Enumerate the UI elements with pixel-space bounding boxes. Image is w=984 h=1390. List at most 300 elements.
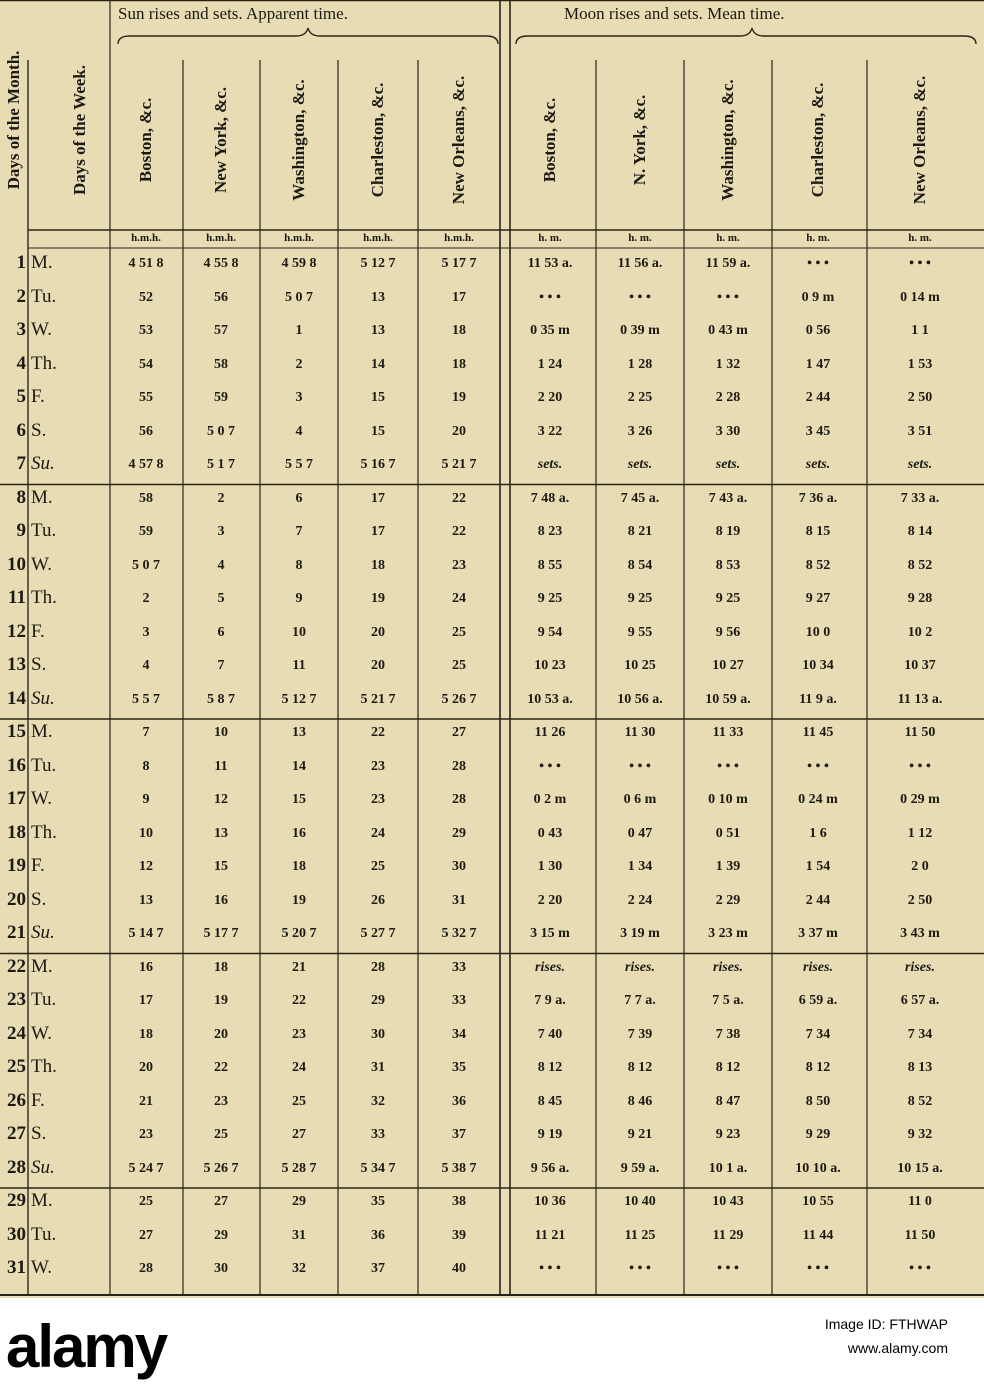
sun-time-cell: 23 bbox=[371, 758, 385, 774]
sun-time-cell: 31 bbox=[292, 1227, 306, 1243]
moon-time-cell: • • • bbox=[717, 758, 739, 774]
day-of-week: Tu. bbox=[31, 754, 57, 776]
days-of-month-heading: Days of the Month. bbox=[4, 50, 23, 190]
moon-time-cell: 2 24 bbox=[627, 892, 653, 908]
moon-time-cell: 1 53 bbox=[907, 356, 933, 372]
sun-unit-label: h.m.h. bbox=[363, 232, 393, 244]
sun-time-cell: 25 bbox=[452, 658, 466, 673]
moon-time-cell: 11 59 a. bbox=[705, 256, 751, 271]
moon-time-cell: 11 44 bbox=[802, 1227, 834, 1243]
sun-time-cell: 56 bbox=[214, 289, 228, 305]
day-of-month: 2 bbox=[16, 285, 26, 307]
moon-group-heading: Moon rises and sets. Mean time. bbox=[564, 4, 785, 23]
moon-time-cell: 11 25 bbox=[624, 1227, 656, 1243]
moon-time-cell: rises. bbox=[625, 959, 655, 975]
moon-time-cell: 7 39 bbox=[627, 1026, 653, 1042]
sun-time-cell: 27 bbox=[139, 1227, 153, 1243]
moon-time-cell: 9 55 bbox=[627, 624, 653, 640]
day-of-month: 18 bbox=[7, 821, 26, 843]
sun-time-cell: 3 bbox=[217, 524, 225, 539]
day-of-month: 23 bbox=[7, 989, 26, 1010]
sun-time-cell: 24 bbox=[452, 591, 466, 606]
day-of-month: 30 bbox=[7, 1223, 26, 1245]
moon-time-cell: • • • bbox=[629, 758, 651, 774]
sun-time-cell: 31 bbox=[371, 1060, 385, 1075]
day-of-month: 9 bbox=[16, 520, 26, 541]
moon-time-cell: 1 12 bbox=[907, 825, 933, 841]
moon-time-cell: 3 23 m bbox=[708, 926, 748, 941]
moon-time-cell: 11 50 bbox=[904, 1227, 936, 1243]
sun-time-cell: 14 bbox=[371, 356, 385, 372]
day-of-week: Su. bbox=[31, 1156, 55, 1178]
sun-time-cell: 2 bbox=[295, 356, 303, 372]
moon-time-cell: 0 2 m bbox=[533, 792, 567, 807]
day-of-month: 26 bbox=[7, 1089, 26, 1111]
sun-time-cell: 39 bbox=[452, 1227, 466, 1243]
moon-time-cell: 10 59 a. bbox=[705, 691, 751, 707]
moon-time-cell: 6 59 a. bbox=[798, 993, 838, 1008]
sun-time-cell: 28 bbox=[452, 758, 466, 774]
sun-place-heading: Boston, &c. bbox=[136, 97, 155, 183]
moon-time-cell: 9 19 bbox=[537, 1127, 563, 1142]
sun-time-cell: 12 bbox=[139, 859, 153, 874]
sun-time-cell: 5 16 7 bbox=[360, 457, 396, 472]
sun-time-cell: 21 bbox=[292, 959, 306, 975]
sun-time-cell: 57 bbox=[214, 323, 228, 338]
moon-time-cell: 3 15 m bbox=[530, 926, 570, 941]
sun-time-cell: 17 bbox=[371, 490, 385, 506]
sun-time-cell: 5 1 7 bbox=[207, 457, 235, 472]
sun-time-cell: 28 bbox=[139, 1261, 153, 1276]
day-of-week: S. bbox=[31, 1123, 47, 1144]
moon-time-cell: 9 28 bbox=[907, 591, 933, 606]
sun-time-cell: 5 21 7 bbox=[360, 691, 396, 707]
moon-time-cell: 0 10 m bbox=[708, 792, 748, 807]
moon-time-cell: 3 19 m bbox=[620, 926, 660, 941]
sun-time-cell: 19 bbox=[214, 993, 228, 1008]
sun-unit-label: h.m.h. bbox=[206, 232, 236, 244]
moon-time-cell: 8 12 bbox=[537, 1060, 563, 1075]
moon-time-cell: • • • bbox=[909, 256, 931, 271]
sun-time-cell: 31 bbox=[452, 892, 466, 908]
sun-time-cell: 10 bbox=[214, 725, 228, 740]
moon-place-heading: Washington, &c. bbox=[718, 79, 737, 201]
moon-place-heading: Charleston, &c. bbox=[808, 82, 827, 198]
moon-time-cell: 7 33 a. bbox=[900, 490, 940, 506]
sun-time-cell: 14 bbox=[292, 758, 306, 774]
moon-time-cell: 9 29 bbox=[805, 1127, 831, 1142]
sun-time-cell: 11 bbox=[292, 658, 306, 673]
moon-time-cell: 0 47 bbox=[627, 825, 653, 841]
day-of-week: W. bbox=[31, 1022, 52, 1044]
sun-time-cell: 12 bbox=[214, 792, 228, 807]
moon-time-cell: 9 32 bbox=[907, 1127, 933, 1142]
moon-time-cell: • • • bbox=[629, 289, 651, 305]
moon-time-cell: 10 23 bbox=[534, 658, 566, 673]
sun-time-cell: 33 bbox=[452, 993, 466, 1008]
sun-time-cell: 15 bbox=[214, 859, 228, 874]
moon-time-cell: 10 40 bbox=[624, 1194, 656, 1209]
sun-time-cell: 58 bbox=[214, 356, 228, 372]
sun-time-cell: 24 bbox=[292, 1060, 306, 1075]
group-brace bbox=[118, 28, 498, 44]
sun-time-cell: 1 bbox=[295, 323, 303, 338]
sun-time-cell: 9 bbox=[295, 591, 303, 606]
moon-time-cell: 1 47 bbox=[805, 356, 831, 372]
sun-time-cell: 8 bbox=[142, 758, 150, 774]
moon-time-cell: 9 25 bbox=[627, 591, 653, 606]
moon-time-cell: 9 54 bbox=[537, 624, 563, 640]
moon-time-cell: 1 34 bbox=[627, 859, 653, 874]
day-of-week: M. bbox=[31, 955, 53, 977]
day-of-month: 5 bbox=[16, 386, 26, 407]
sun-time-cell: 18 bbox=[371, 557, 385, 573]
sun-time-cell: 29 bbox=[371, 993, 385, 1008]
moon-time-cell: 10 15 a. bbox=[897, 1160, 943, 1176]
moon-time-cell: 8 12 bbox=[715, 1060, 741, 1075]
sun-time-cell: 27 bbox=[292, 1127, 306, 1142]
day-of-week: Tu. bbox=[31, 1223, 57, 1245]
day-of-month: 11 bbox=[8, 587, 26, 608]
moon-time-cell: 7 40 bbox=[537, 1026, 563, 1042]
moon-time-cell: 2 25 bbox=[627, 390, 653, 405]
sun-time-cell: 26 bbox=[371, 892, 385, 908]
moon-time-cell: 11 30 bbox=[624, 725, 656, 740]
moon-time-cell: 8 14 bbox=[907, 524, 933, 539]
day-of-week: F. bbox=[31, 855, 45, 876]
moon-time-cell: sets. bbox=[907, 457, 933, 472]
moon-time-cell: 10 34 bbox=[802, 658, 834, 673]
sun-time-cell: 28 bbox=[452, 792, 466, 807]
sun-time-cell: 35 bbox=[371, 1194, 385, 1209]
sun-time-cell: 5 38 7 bbox=[441, 1160, 477, 1176]
day-of-week: M. bbox=[31, 1190, 53, 1211]
sun-time-cell: 52 bbox=[139, 289, 153, 305]
moon-time-cell: 0 24 m bbox=[798, 792, 838, 807]
moon-time-cell: 8 12 bbox=[805, 1060, 831, 1075]
moon-time-cell: 0 51 bbox=[715, 825, 741, 841]
day-of-week: M. bbox=[31, 252, 53, 273]
sun-time-cell: 4 55 8 bbox=[203, 256, 239, 271]
moon-time-cell: 10 37 bbox=[904, 658, 936, 673]
sun-time-cell: 5 24 7 bbox=[128, 1160, 164, 1176]
day-of-week: W. bbox=[31, 788, 52, 809]
day-of-week: Th. bbox=[31, 821, 57, 843]
day-of-week: F. bbox=[31, 620, 45, 642]
moon-unit-label: h. m. bbox=[806, 232, 830, 244]
sun-time-cell: 20 bbox=[371, 624, 385, 640]
moon-time-cell: 2 50 bbox=[907, 390, 933, 405]
sun-time-cell: 55 bbox=[139, 390, 153, 405]
moon-time-cell: 11 0 bbox=[908, 1194, 932, 1209]
day-of-month: 1 bbox=[16, 252, 26, 273]
sun-time-cell: 11 bbox=[214, 758, 228, 774]
moon-time-cell: 0 56 bbox=[805, 323, 831, 338]
day-of-week: Tu. bbox=[31, 520, 57, 541]
moon-time-cell: 7 36 a. bbox=[798, 490, 838, 506]
day-of-week: Su. bbox=[31, 687, 55, 709]
sun-time-cell: 5 0 7 bbox=[207, 423, 235, 439]
sun-time-cell: 25 bbox=[214, 1127, 228, 1142]
moon-time-cell: 3 26 bbox=[627, 423, 653, 439]
day-of-month: 20 bbox=[7, 888, 26, 910]
moon-time-cell: 9 25 bbox=[715, 591, 741, 606]
sun-time-cell: 27 bbox=[452, 725, 466, 740]
sun-time-cell: 5 26 7 bbox=[441, 691, 477, 707]
moon-time-cell: 10 1 a. bbox=[708, 1160, 748, 1176]
moon-time-cell: 1 28 bbox=[627, 356, 653, 372]
moon-place-heading: Boston, &c. bbox=[540, 97, 559, 183]
sun-time-cell: 15 bbox=[371, 390, 385, 405]
sun-time-cell: 18 bbox=[292, 859, 306, 874]
sun-time-cell: 5 8 7 bbox=[207, 691, 235, 707]
sun-time-cell: 28 bbox=[371, 959, 385, 975]
sun-time-cell: 22 bbox=[371, 725, 385, 740]
moon-time-cell: 3 45 bbox=[805, 423, 831, 439]
moon-time-cell: 8 52 bbox=[907, 557, 933, 573]
sun-unit-label: h.m.h. bbox=[444, 232, 474, 244]
sun-time-cell: 59 bbox=[139, 524, 153, 539]
sun-time-cell: 30 bbox=[214, 1261, 228, 1276]
moon-time-cell: 10 0 bbox=[805, 624, 831, 640]
day-of-week: S. bbox=[31, 888, 47, 910]
moon-time-cell: 2 20 bbox=[537, 892, 563, 908]
sun-time-cell: 5 17 7 bbox=[203, 926, 239, 941]
moon-time-cell: 3 43 m bbox=[900, 926, 940, 941]
moon-time-cell: 7 34 bbox=[907, 1026, 933, 1042]
day-of-month: 12 bbox=[7, 620, 26, 642]
days-of-week-heading: Days of the Week. bbox=[70, 64, 89, 196]
sun-time-cell: 10 bbox=[292, 624, 306, 640]
moon-time-cell: 9 25 bbox=[537, 591, 563, 606]
moon-time-cell: 1 30 bbox=[537, 859, 563, 874]
moon-time-cell: 8 50 bbox=[805, 1093, 831, 1109]
site-url: www.alamy.com bbox=[847, 1340, 948, 1356]
sun-time-cell: 37 bbox=[452, 1127, 466, 1142]
sun-time-cell: 16 bbox=[214, 892, 228, 908]
moon-time-cell: 10 43 bbox=[712, 1194, 744, 1209]
moon-unit-label: h. m. bbox=[538, 232, 562, 244]
sun-time-cell: 58 bbox=[139, 490, 153, 506]
sun-time-cell: 4 bbox=[295, 423, 303, 439]
moon-time-cell: 1 54 bbox=[805, 859, 831, 874]
sun-time-cell: 53 bbox=[139, 323, 153, 338]
day-of-month: 6 bbox=[16, 419, 26, 441]
sun-time-cell: 33 bbox=[452, 959, 466, 975]
day-of-week: W. bbox=[31, 1257, 52, 1278]
sun-time-cell: 40 bbox=[452, 1261, 466, 1276]
sun-time-cell: 4 bbox=[217, 557, 225, 573]
day-of-month: 10 bbox=[7, 553, 26, 575]
moon-time-cell: 10 36 bbox=[534, 1194, 566, 1209]
sun-time-cell: 4 57 8 bbox=[128, 457, 164, 472]
day-of-month: 25 bbox=[7, 1056, 26, 1077]
moon-time-cell: 2 29 bbox=[715, 892, 741, 908]
sun-time-cell: 19 bbox=[371, 591, 385, 606]
sun-time-cell: 22 bbox=[452, 524, 466, 539]
day-of-week: M. bbox=[31, 721, 53, 742]
sun-place-heading: Washington, &c. bbox=[289, 79, 308, 201]
sun-time-cell: 5 12 7 bbox=[281, 691, 317, 707]
moon-time-cell: 2 20 bbox=[537, 390, 563, 405]
sun-time-cell: 15 bbox=[371, 423, 385, 439]
sun-time-cell: 5 20 7 bbox=[281, 926, 317, 941]
moon-time-cell: sets. bbox=[805, 457, 831, 472]
sun-time-cell: 5 5 7 bbox=[132, 691, 160, 707]
sun-time-cell: 17 bbox=[371, 524, 385, 539]
moon-time-cell: • • • bbox=[539, 289, 561, 305]
sun-place-heading: Charleston, &c. bbox=[368, 82, 387, 198]
moon-unit-label: h. m. bbox=[716, 232, 740, 244]
moon-time-cell: 8 45 bbox=[537, 1093, 563, 1109]
moon-time-cell: 9 21 bbox=[627, 1127, 653, 1142]
moon-time-cell: 11 56 a. bbox=[617, 256, 663, 271]
day-of-month: 7 bbox=[16, 453, 26, 474]
sun-time-cell: 10 bbox=[139, 825, 153, 841]
sun-time-cell: 3 bbox=[295, 390, 303, 405]
day-of-month: 17 bbox=[7, 788, 26, 809]
sun-time-cell: 29 bbox=[214, 1227, 228, 1243]
moon-time-cell: 9 56 a. bbox=[530, 1160, 570, 1176]
moon-time-cell: 6 57 a. bbox=[900, 993, 940, 1008]
sun-time-cell: 34 bbox=[452, 1026, 466, 1042]
sun-time-cell: 56 bbox=[139, 423, 153, 439]
sun-time-cell: 5 bbox=[217, 591, 225, 606]
moon-time-cell: • • • bbox=[909, 758, 931, 774]
sun-time-cell: 22 bbox=[214, 1060, 228, 1075]
moon-time-cell: 0 9 m bbox=[801, 289, 835, 305]
moon-time-cell: 0 43 bbox=[537, 825, 563, 841]
sun-time-cell: 21 bbox=[139, 1093, 153, 1109]
sun-time-cell: 32 bbox=[292, 1261, 306, 1276]
day-of-week: F. bbox=[31, 1089, 45, 1111]
sun-time-cell: 20 bbox=[452, 423, 466, 439]
sun-time-cell: 18 bbox=[452, 356, 466, 372]
sun-time-cell: 37 bbox=[371, 1261, 385, 1276]
moon-unit-label: h. m. bbox=[908, 232, 932, 244]
moon-time-cell: 2 44 bbox=[805, 390, 831, 405]
sun-time-cell: 13 bbox=[371, 289, 385, 305]
moon-time-cell: 7 7 a. bbox=[624, 993, 656, 1008]
sun-time-cell: 16 bbox=[292, 825, 306, 841]
day-of-month: 27 bbox=[7, 1123, 26, 1144]
moon-time-cell: 8 54 bbox=[627, 557, 653, 573]
sun-time-cell: 5 32 7 bbox=[441, 926, 477, 941]
sun-time-cell: 2 bbox=[217, 490, 225, 506]
sun-time-cell: 25 bbox=[452, 624, 466, 640]
sun-time-cell: 5 5 7 bbox=[285, 457, 313, 472]
day-of-month: 31 bbox=[7, 1257, 26, 1278]
sun-time-cell: 19 bbox=[292, 892, 306, 908]
moon-time-cell: 11 33 bbox=[712, 725, 744, 740]
moon-time-cell: sets. bbox=[715, 457, 741, 472]
sun-time-cell: 17 bbox=[452, 289, 466, 305]
sun-time-cell: 5 27 7 bbox=[360, 926, 396, 941]
moon-time-cell: 7 45 a. bbox=[620, 490, 660, 506]
moon-time-cell: 8 13 bbox=[907, 1060, 933, 1075]
moon-time-cell: • • • bbox=[807, 758, 829, 774]
day-of-month: 15 bbox=[7, 721, 26, 742]
sun-place-heading: New Orleans, &c. bbox=[449, 75, 468, 205]
moon-time-cell: 11 13 a. bbox=[897, 691, 943, 707]
sun-time-cell: 15 bbox=[292, 792, 306, 807]
sun-time-cell: 36 bbox=[452, 1093, 466, 1109]
sun-time-cell: 22 bbox=[292, 993, 306, 1008]
sun-time-cell: 17 bbox=[139, 993, 153, 1008]
moon-time-cell: 7 34 bbox=[805, 1026, 831, 1042]
moon-time-cell: 9 56 bbox=[715, 624, 741, 640]
sun-time-cell: 3 bbox=[142, 624, 150, 640]
moon-time-cell: 10 53 a. bbox=[527, 691, 573, 707]
sun-time-cell: 35 bbox=[452, 1060, 466, 1075]
sun-time-cell: 20 bbox=[214, 1026, 228, 1042]
day-of-month: 13 bbox=[7, 654, 26, 675]
day-of-week: S. bbox=[31, 654, 47, 675]
moon-unit-label: h. m. bbox=[628, 232, 652, 244]
sun-time-cell: 5 34 7 bbox=[360, 1160, 396, 1176]
moon-time-cell: rises. bbox=[535, 959, 565, 975]
sun-time-cell: 8 bbox=[295, 557, 303, 573]
sun-time-cell: 32 bbox=[371, 1093, 385, 1109]
sun-time-cell: 23 bbox=[452, 557, 466, 573]
moon-time-cell: 8 15 bbox=[805, 524, 831, 539]
moon-time-cell: 10 2 bbox=[907, 624, 933, 640]
sun-time-cell: 5 17 7 bbox=[441, 256, 477, 271]
day-of-month: 8 bbox=[16, 486, 26, 508]
sun-time-cell: 7 bbox=[217, 658, 225, 673]
moon-time-cell: 7 38 bbox=[715, 1026, 741, 1042]
moon-time-cell: 7 43 a. bbox=[708, 490, 748, 506]
moon-time-cell: 11 9 a. bbox=[799, 691, 837, 707]
sun-time-cell: 23 bbox=[214, 1093, 228, 1109]
moon-time-cell: 1 32 bbox=[715, 356, 741, 372]
moon-time-cell: • • • bbox=[717, 1261, 739, 1276]
sun-time-cell: 5 28 7 bbox=[281, 1160, 317, 1176]
moon-time-cell: 8 12 bbox=[627, 1060, 653, 1075]
sun-time-cell: 16 bbox=[139, 959, 153, 975]
day-of-week: Su. bbox=[31, 922, 55, 943]
stock-footer bbox=[0, 1298, 984, 1390]
moon-time-cell: 3 22 bbox=[537, 423, 563, 439]
moon-time-cell: rises. bbox=[713, 959, 743, 975]
moon-time-cell: sets. bbox=[537, 457, 563, 472]
sun-time-cell: 5 14 7 bbox=[128, 926, 164, 941]
sun-time-cell: 27 bbox=[214, 1194, 228, 1209]
day-of-week: Tu. bbox=[31, 989, 57, 1010]
moon-time-cell: 1 1 bbox=[911, 323, 929, 338]
sun-time-cell: 24 bbox=[371, 825, 385, 841]
day-of-week: F. bbox=[31, 386, 45, 407]
sun-time-cell: 23 bbox=[371, 792, 385, 807]
sun-time-cell: 20 bbox=[371, 658, 385, 673]
sun-time-cell: 4 59 8 bbox=[281, 256, 317, 271]
moon-time-cell: 0 39 m bbox=[620, 323, 660, 338]
moon-time-cell: 7 5 a. bbox=[712, 993, 744, 1008]
moon-time-cell: sets. bbox=[627, 457, 653, 472]
moon-time-cell: 11 53 a. bbox=[527, 256, 573, 271]
day-of-week: Su. bbox=[31, 453, 55, 474]
sun-time-cell: 54 bbox=[139, 356, 153, 372]
sun-time-cell: 2 bbox=[142, 591, 150, 606]
moon-time-cell: • • • bbox=[807, 1261, 829, 1276]
image-id-label: Image ID: FTHWAP bbox=[824, 1316, 948, 1332]
moon-time-cell: 11 26 bbox=[534, 725, 566, 740]
sun-time-cell: 6 bbox=[295, 490, 303, 506]
sun-time-cell: 20 bbox=[139, 1060, 153, 1075]
sun-time-cell: 30 bbox=[371, 1026, 385, 1042]
moon-time-cell: 0 6 m bbox=[623, 792, 657, 807]
moon-time-cell: 8 53 bbox=[715, 557, 741, 573]
